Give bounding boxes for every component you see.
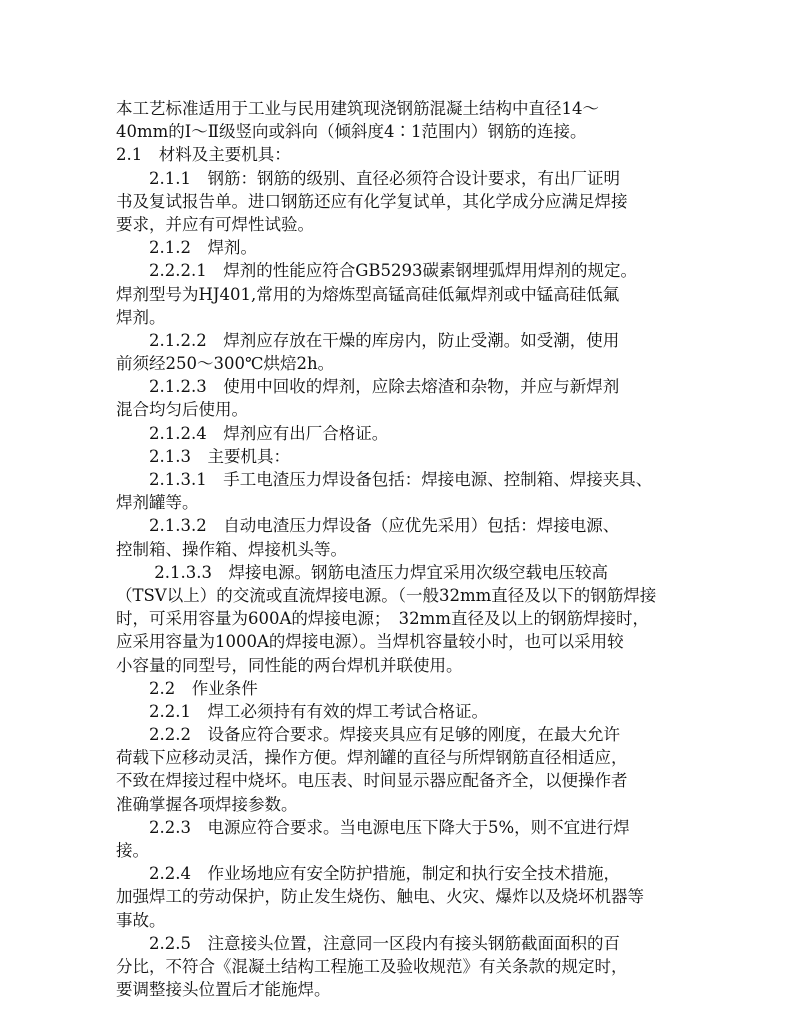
text-line: 混合均匀后使用。 <box>116 400 248 420</box>
text-line: 准确掌握各项焊接参数。 <box>116 794 298 814</box>
text-line: 2.1.2 焊剂。 <box>116 238 257 258</box>
text-line: 2.2.2 设备应符合要求。焊接夹具应有足够的刚度，在最大允许 <box>116 725 620 745</box>
text-line: 2.2 作业条件 <box>116 678 258 698</box>
text-line: 2.2.4 作业场地应有安全防护措施，制定和执行安全技术措施， <box>116 864 620 884</box>
text-line: 2.1.2.2 焊剂应存放在干燥的库房内，防止受潮。如受潮，使用 <box>116 330 620 350</box>
document-body <box>116 97 686 1001</box>
text-line: 2.2.5 注意接头位置，注意同一区段内有接头钢筋截面面积的百 <box>116 933 620 953</box>
text-line: 时，可采用容量为600A的焊接电源； 32mm直径及以上的钢筋焊接时， <box>116 609 649 629</box>
text-line: 事故。 <box>116 910 166 930</box>
text-line: 加强焊工的劳动保护，防止发生烧伤、触电、火灾、爆炸以及烧坏机器等 <box>116 887 644 907</box>
text-line: 焊剂型号为HJ401,常用的为熔炼型高锰高硅低氟焊剂或中锰高硅低氟 <box>116 284 620 304</box>
text-line: 焊剂罐等。 <box>116 493 199 513</box>
text-line: 分比，不符合《混凝土结构工程施工及验收规范》有关条款的规定时， <box>116 956 628 976</box>
text-line: 接。 <box>116 841 149 860</box>
text-line: 前须经250～300℃烘焙2h。 <box>116 354 335 374</box>
text-line: 控制箱、操作箱、焊接机头等。 <box>116 539 347 559</box>
text-line: 小容量的同型号，同性能的两台焊机并联使用。 <box>116 655 463 675</box>
text-line: 书及复试报告单。进口钢筋还应有化学复试单，其化学成分应满足焊接 <box>116 191 628 211</box>
text-line: 2.2.2.1 焊剂的性能应符合GB5293碳素钢埋弧焊用焊剂的规定。 <box>116 261 638 281</box>
text-line: 2.1 材料及主要机具： <box>116 145 291 165</box>
text-line: 2.2.3 电源应符合要求。当电源电压下降大于5%，则不宜进行焊 <box>116 817 630 837</box>
text-line: 要调整接头位置后才能施焊。 <box>116 980 331 1000</box>
text-line: 40mm的Ⅰ～Ⅱ级竖向或斜向（倾斜度4∶1范围内）钢筋的连接。 <box>116 122 587 142</box>
text-line: 2.1.3.3 焊接电源。钢筋电渣压力焊宜采用次级空载电压较高 <box>116 562 608 582</box>
text-line: 2.1.3.1 手工电渣压力焊设备包括：焊接电源、控制箱、焊接夹具、 <box>116 470 653 489</box>
text-line: 2.1.2.4 焊剂应有出厂合格证。 <box>116 423 389 443</box>
text-line: （TSV以上）的交流或直流焊接电源。（一般32mm直径及以下的钢筋焊接 <box>116 585 657 605</box>
text-line: 2.1.3 主要机具： <box>116 446 290 466</box>
text-line: 要求，并应有可焊性试验。 <box>116 214 314 234</box>
text-line: 荷载下应移动灵活，操作方便。焊剂罐的直径与所焊钢筋直径相适应， <box>116 748 628 768</box>
text-line: 2.1.2.3 使用中回收的焊剂，应除去熔渣和杂物，并应与新焊剂 <box>116 377 620 397</box>
text-line: 2.1.1 钢筋：钢筋的级别、直径必须符合设计要求，有出厂证明 <box>116 168 620 188</box>
text-line: 2.1.3.2 自动电渣压力焊设备（应优先采用）包括：焊接电源、 <box>116 516 620 536</box>
text-line: 2.2.1 焊工必须持有有效的焊工考试合格证。 <box>116 701 488 721</box>
text-line: 不致在焊接过程中烧坏。电压表、时间显示器应配备齐全，以便操作者 <box>116 771 628 791</box>
text-line: 本工艺标准适用于工业与民用建筑现浇钢筋混凝土结构中直径14～ <box>116 99 599 118</box>
text-line: 焊剂。 <box>116 307 166 327</box>
text-line: 应采用容量为1000A的焊接电源）。当焊机容量较小时，也可以采用较 <box>116 632 624 652</box>
